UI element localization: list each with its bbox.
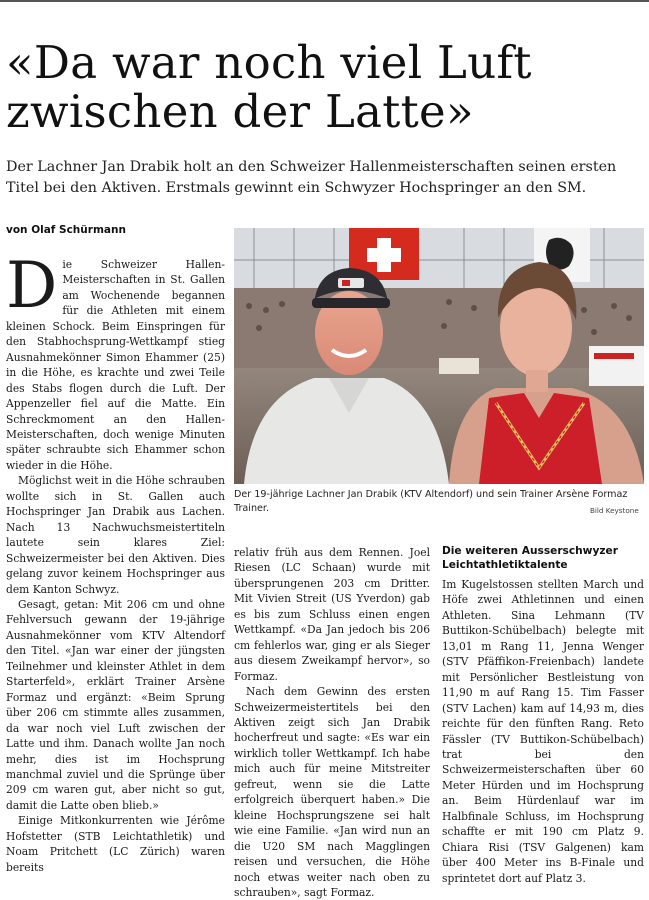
byline: von Olaf Schürmann [6,224,126,236]
photo-credit: Bild Keystone [590,506,639,515]
column-3 [442,577,644,886]
lead-paragraph: Der Lachner Jan Drabik holt an den Schweizer Hallenmeisterschaften seinen ersten Titel bei den Aktiven. Erstmals gewinnt ein Schwyzer Hochspringer an den SM. [6,159,617,196]
paragraph: Nach dem Gewinn des ersten Schweizermeistertitels bei den Aktiven zeigt sich Jan Drabik hocherfreut und sagte: «Es war ein wirklich toller Wettkampf. Ich habe mich auch für meine Mitstreiter gefreut, wenn sie die Latte erfolgreich überquert haben.» Die kleine Hochsprungszene sei halt wie eine Familie. «Jan wird nun an die U20 SM nach Magglingen reisen und versuchen, die Höhe noch etwas weiter nach oben zu schrauben», sagt Formaz. [234,685,430,899]
paragraph: Einige Mitkonkurrenten wie Jérôme Hofstetter (STB Leichtathletik) und Noam Pritchett (LC Zürich) waren bereits [6,814,225,874]
paragraph: Im Kugelstossen stellten March und Höfe zwei Athletinnen und einen Athleten. Sina Lehmann (TV Buttikon-Schübelbach) belegte mit 13,01 m Rang 11, Jenna Wenger (STV Pfäffikon-Freienbach) landete mit Persönlicher Bestleistung von 11,90 m auf Rang 15. Tim Fasser (STV Lachen) kam auf 14,93 m, dies reichte für den fünften Rang. Reto Fässler (TV Buttikon-Schübelbach) trat bei den Schweizermeisterschaften über 60 Meter Hürden und im Hochsprung an. Beim Hürdenlauf war im Halbfinale Schluss, im Hochsprung schaffte er mit 190 cm Platz 9. Chiara Risi (TSV Galgenen) kam über 400 Meter ins B-Finale und sprintetet dort auf Platz 3. [442,578,644,885]
column-1 [6,249,225,875]
top-rule [0,0,649,2]
paragraph: Möglichst weit in die Höhe schrauben wollte sich in St. Gallen auch Hochspringer Jan Drabik aus Lachen. Nach 13 Nachwuchsmeistertiteln lautete sein klares Ziel: Schweizermeister bei den Aktiven. Dies gelang zuvor keinem Hochspringer aus dem Kanton Schwyz. [6,474,225,596]
paragraph: relativ früh aus dem Rennen. Joel Riesen (LC Schaan) wurde mit übersprungenen 203 cm Dritter. Mit Vivien Streit (US Yverdon) gab es bis zum Schluss einen engen Wettkampf. «Da Jan jedoch bis 206 cm fehlerlos war, ging er als Sieger aus diesem Zweikampf hervor», so Formaz. [234,546,430,683]
photo-caption: Der 19-jährige Lachner Jan Drabik (KTV Altendorf) und sein Trainer Arsène Formaz Trainer. [234,489,628,514]
paragraph-text: ie Schweizer Hallen-Meisterschaften in St. Gallen am Wochenende begannen für die Athleten mit einem kleinen Schock. Beim Einspringen für den Stabhochsprung-Wettkampf stieg Ausnahmekönner Simon Ehammer (25) in die Höhe, es krachte und zwei Teile des Stabs flogen durch die Luft. Der Appenzeller fiel auf die Matte. Ein Schreckmoment an den Hallen-Meisterschaften, doch wenige Minuten später schraubte sich Ehammer schon wieder in die Höhe. [6,258,225,472]
paragraph [6,249,225,473]
headline: «Da war noch viel Luft zwischen der Latte» [6,36,532,138]
drop-cap: D [6,249,58,323]
article-photo [234,228,644,484]
paragraph: Gesagt, getan: Mit 206 cm und ohne Fehlversuch gewann der 19-jährige Ausnahmekönner vom KTV Altendorf den Titel. «Jan war einer der jüngsten Teilnehmer und kleinster Athlet in dem Starterfeld», erklärt Trainer Arsène Formaz und ergänzt: «Beim Sprung über 206 cm stimmte alles zusammen, da war noch viel Luft zwischen der Latte und ihm. Danach wollte Jan noch mehr, dies ist im Hochsprung manchmal zuviel und die Sprünge über 209 cm waren gut, aber nicht so gut, damit die Latte oben blieb.» [6,597,225,812]
column-2 [234,545,430,900]
sidebar-title: Die weiteren Ausserschwyzer Leichtathletiktalente [442,545,618,571]
